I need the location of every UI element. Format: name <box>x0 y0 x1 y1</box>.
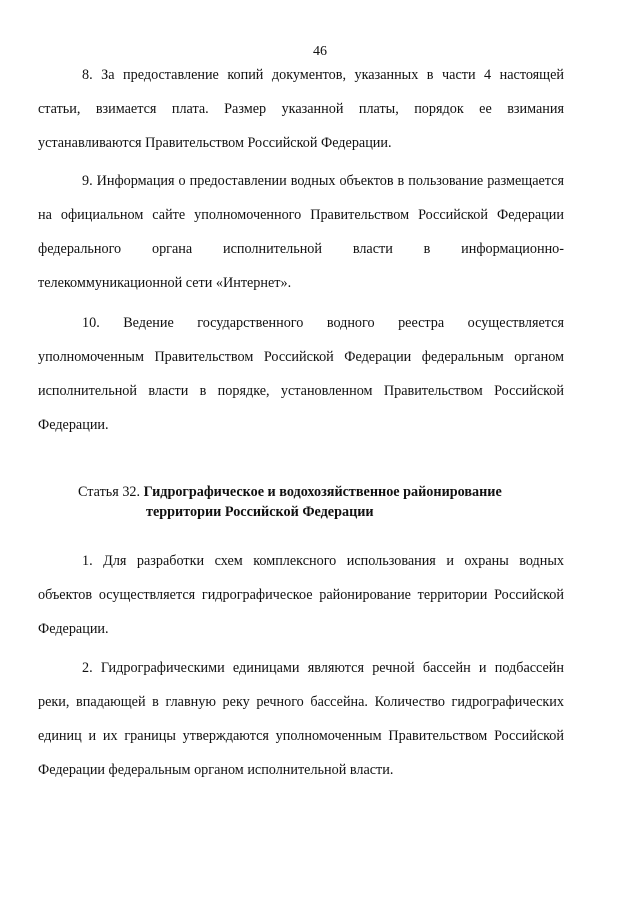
paragraph-10: 10. Ведение государственного водного реестра осуществляется уполномоченным Правительством Российской Федерации федеральным органом исполнительной власти в порядке, установленном Правительством Российской Федерации. <box>38 315 564 433</box>
paragraph-8: 8. За предоставление копий документов, указанных в части 4 настоящей статьи, взимается плата. Размер указанной платы, порядок ее взимания устанавливаются Правительством Российской Федерации. <box>38 67 564 151</box>
article-label: Статья 32. <box>78 484 141 500</box>
paragraph-9: 9. Информация о предоставлении водных объектов в пользование размещается на официальном сайте уполномоченного Правительством Российской Федерации федерального органа исполнительной власти в информационно-телекоммуникационной сети «Интернет». <box>38 173 564 291</box>
article-heading <box>78 482 578 522</box>
article-title-line2: территории Российской Федерации <box>146 504 374 520</box>
article-title-line1: Гидрографическое и водохозяйственное районирование <box>143 484 502 500</box>
article-32-paragraph-2: 2. Гидрографическими единицами являются речной бассейн и подбассейн реки, впадающей в главную реку речного бассейна. Количество гидрографических единиц и их границы утверждаются уполномоченным Правительством Российской Федерации федеральным органом исполнительной власти. <box>38 660 564 778</box>
article-32-paragraph-1: 1. Для разработки схем комплексного использования и охраны водных объектов осуществляется гидрографическое районирование территории Российской Федерации. <box>38 553 564 637</box>
page-number: 46 <box>313 44 327 59</box>
